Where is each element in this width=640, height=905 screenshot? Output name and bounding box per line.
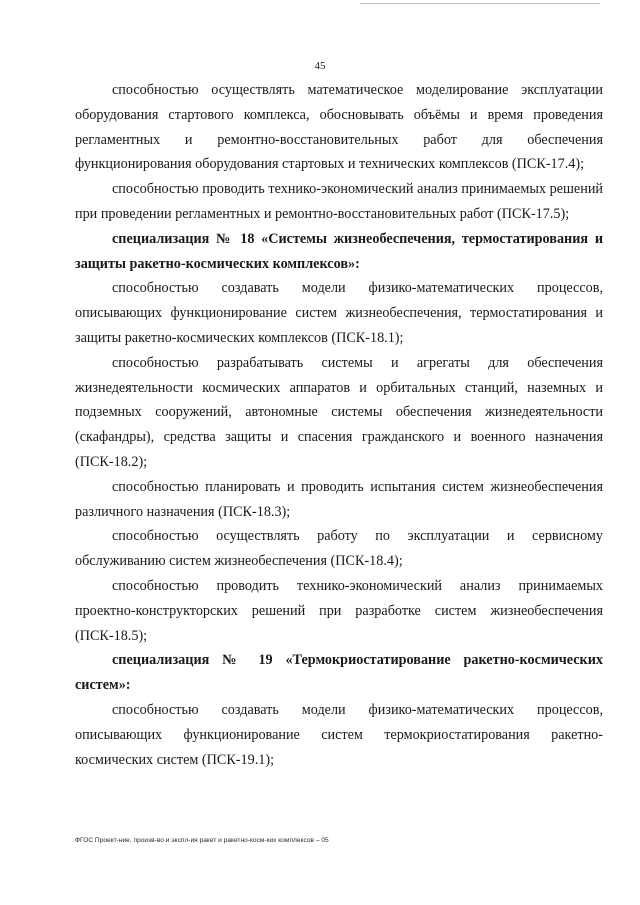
paragraph-psk-19-1: способностью создавать модели физико-математических процессов, описывающих функционирование систем термокриостатирования ракетно-космических систем (ПСК-19.1); bbox=[75, 701, 603, 768]
specialization-19-heading: специализация № 19 «Термокриостатирование ракетно-космических систем»: bbox=[75, 652, 603, 694]
page-number: 45 bbox=[314, 60, 326, 72]
footer-note: ФГОС Проект-ние, произв-во и экспл-ия ракет и ракетно-косм-ких комплексов – 05 bbox=[75, 837, 329, 844]
paragraph-psk-18-3: способностью планировать и проводить испытания систем жизнеобеспечения различного назначения (ПСК-18.3); bbox=[75, 478, 603, 520]
paragraph-psk-18-4: способностью осуществлять работу по эксплуатации и сервисному обслуживанию систем жизнеобеспечения (ПСК-18.4); bbox=[75, 528, 603, 570]
paragraph-psk-17-5: способностью проводить технико-экономический анализ принимаемых решений при проведении регламентных и ремонтно-восстановительных работ (ПСК-17.5); bbox=[75, 181, 603, 222]
paragraph-psk-18-2: способностью разрабатывать системы и агрегаты для обеспечения жизнедеятельности космических аппаратов и орбитальных станций, наземных и подземных сооружений, автономные системы обеспечения жизнедеятельности (скафандры), средства защиты и спасения гражданского и военного назначения (ПСК-18.2); bbox=[75, 354, 603, 470]
specialization-18-heading: специализация № 18 «Системы жизнеобеспечения, термостатирования и защиты ракетно-космических комплексов»: bbox=[75, 230, 603, 272]
top-rule bbox=[360, 3, 600, 4]
paragraph-psk-18-5: способностью проводить технико-экономический анализ принимаемых проектно-конструкторских решений при разработке систем жизнеобеспечения (ПСК-18.5); bbox=[75, 577, 603, 644]
paragraph-psk-17-4: способностью осуществлять математическое моделирование эксплуатации оборудования стартового комплекса, обосновывать объёмы и время проведения регламентных и ремонтно-восстановительных работ для обеспечения функционирования оборудования стартовых и технических комплексов (ПСК-17.4); bbox=[75, 82, 603, 173]
document-body bbox=[75, 78, 603, 772]
paragraph-psk-18-1: способностью создавать модели физико-математических процессов, описывающих функционирование систем жизнеобеспечения, термостатирования и защиты ракетно-космических комплексов (ПСК-18.1); bbox=[75, 280, 603, 346]
